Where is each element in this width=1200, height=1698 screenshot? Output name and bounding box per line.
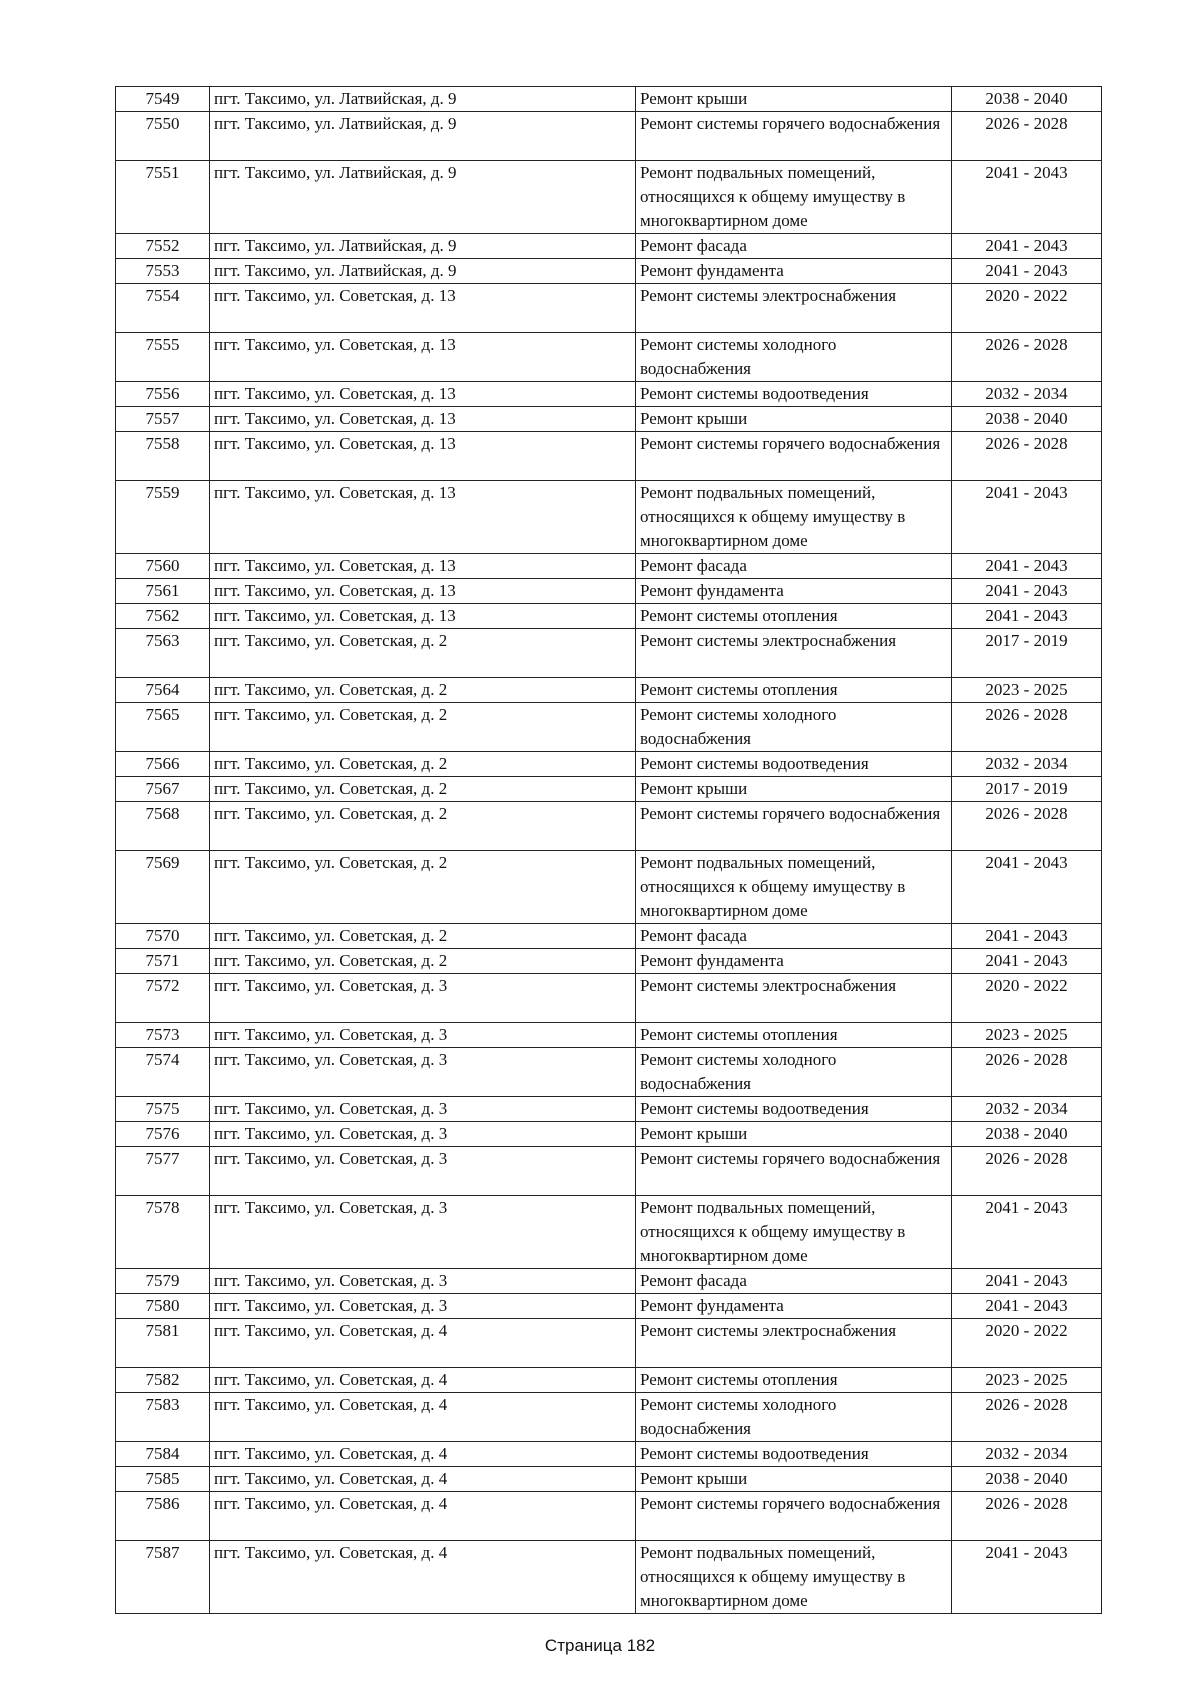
- work-type-cell: Ремонт фасада: [636, 554, 952, 579]
- table-row: [116, 604, 1102, 629]
- address-cell: пгт. Таксимо, ул. Советская, д. 4: [210, 1467, 636, 1492]
- address-cell: пгт. Таксимо, ул. Советская, д. 3: [210, 1048, 636, 1097]
- period-cell: 2026 - 2028: [952, 802, 1102, 851]
- period-cell: 2041 - 2043: [952, 1541, 1102, 1614]
- period-cell: 2041 - 2043: [952, 1269, 1102, 1294]
- table-row: [116, 703, 1102, 752]
- row-number-cell: 7576: [116, 1122, 210, 1147]
- table-row: [116, 1541, 1102, 1614]
- table-row: [116, 284, 1102, 333]
- row-number-cell: 7554: [116, 284, 210, 333]
- table-row: [116, 259, 1102, 284]
- address-cell: пгт. Таксимо, ул. Советская, д. 3: [210, 1122, 636, 1147]
- work-type-cell: Ремонт системы водоотведения: [636, 1442, 952, 1467]
- table-row: [116, 629, 1102, 678]
- address-cell: пгт. Таксимо, ул. Советская, д. 4: [210, 1319, 636, 1368]
- work-type-cell: Ремонт системы горячего водоснабжения: [636, 1492, 952, 1541]
- address-cell: пгт. Таксимо, ул. Латвийская, д. 9: [210, 234, 636, 259]
- row-number-cell: 7579: [116, 1269, 210, 1294]
- address-cell: пгт. Таксимо, ул. Советская, д. 2: [210, 678, 636, 703]
- period-cell: 2017 - 2019: [952, 629, 1102, 678]
- address-cell: пгт. Таксимо, ул. Советская, д. 13: [210, 333, 636, 382]
- period-cell: 2041 - 2043: [952, 1294, 1102, 1319]
- row-number-cell: 7562: [116, 604, 210, 629]
- period-cell: 2041 - 2043: [952, 481, 1102, 554]
- table-body: [116, 87, 1102, 1614]
- row-number-cell: 7583: [116, 1393, 210, 1442]
- table-row: [116, 112, 1102, 161]
- period-cell: 2026 - 2028: [952, 1048, 1102, 1097]
- row-number-cell: 7552: [116, 234, 210, 259]
- row-number-cell: 7580: [116, 1294, 210, 1319]
- row-number-cell: 7561: [116, 579, 210, 604]
- work-type-cell: Ремонт системы отопления: [636, 604, 952, 629]
- period-cell: 2020 - 2022: [952, 974, 1102, 1023]
- period-cell: 2026 - 2028: [952, 432, 1102, 481]
- work-type-cell: Ремонт системы водоотведения: [636, 382, 952, 407]
- table-row: [116, 1319, 1102, 1368]
- table-row: [116, 234, 1102, 259]
- address-cell: пгт. Таксимо, ул. Советская, д. 2: [210, 703, 636, 752]
- address-cell: пгт. Таксимо, ул. Советская, д. 2: [210, 777, 636, 802]
- work-type-cell: Ремонт подвальных помещений, относящихся к общему имуществу в многоквартирном доме: [636, 481, 952, 554]
- table-row: [116, 1122, 1102, 1147]
- table-row: [116, 1147, 1102, 1196]
- row-number-cell: 7584: [116, 1442, 210, 1467]
- row-number-cell: 7587: [116, 1541, 210, 1614]
- period-cell: 2041 - 2043: [952, 851, 1102, 924]
- address-cell: пгт. Таксимо, ул. Советская, д. 4: [210, 1393, 636, 1442]
- work-type-cell: Ремонт системы электроснабжения: [636, 974, 952, 1023]
- work-type-cell: Ремонт системы электроснабжения: [636, 629, 952, 678]
- table-row: [116, 1196, 1102, 1269]
- row-number-cell: 7553: [116, 259, 210, 284]
- table-row: [116, 579, 1102, 604]
- table-row: [116, 1097, 1102, 1122]
- table-row: [116, 161, 1102, 234]
- table-row: [116, 382, 1102, 407]
- work-type-cell: Ремонт крыши: [636, 1467, 952, 1492]
- address-cell: пгт. Таксимо, ул. Советская, д. 2: [210, 924, 636, 949]
- table-row: [116, 481, 1102, 554]
- repair-schedule-table: [115, 86, 1102, 1614]
- period-cell: 2038 - 2040: [952, 87, 1102, 112]
- row-number-cell: 7568: [116, 802, 210, 851]
- address-cell: пгт. Таксимо, ул. Советская, д. 2: [210, 752, 636, 777]
- row-number-cell: 7573: [116, 1023, 210, 1048]
- row-number-cell: 7550: [116, 112, 210, 161]
- period-cell: 2020 - 2022: [952, 284, 1102, 333]
- work-type-cell: Ремонт системы горячего водоснабжения: [636, 112, 952, 161]
- table-row: [116, 1048, 1102, 1097]
- work-type-cell: Ремонт фундамента: [636, 579, 952, 604]
- table-row: [116, 1492, 1102, 1541]
- period-cell: 2032 - 2034: [952, 382, 1102, 407]
- row-number-cell: 7565: [116, 703, 210, 752]
- table-row: [116, 1442, 1102, 1467]
- work-type-cell: Ремонт фундамента: [636, 259, 952, 284]
- row-number-cell: 7549: [116, 87, 210, 112]
- work-type-cell: Ремонт системы холодного водоснабжения: [636, 333, 952, 382]
- period-cell: 2041 - 2043: [952, 949, 1102, 974]
- row-number-cell: 7558: [116, 432, 210, 481]
- row-number-cell: 7581: [116, 1319, 210, 1368]
- row-number-cell: 7563: [116, 629, 210, 678]
- period-cell: 2020 - 2022: [952, 1319, 1102, 1368]
- table-row: [116, 407, 1102, 432]
- work-type-cell: Ремонт системы холодного водоснабжения: [636, 703, 952, 752]
- table-row: [116, 1368, 1102, 1393]
- row-number-cell: 7582: [116, 1368, 210, 1393]
- address-cell: пгт. Таксимо, ул. Советская, д. 2: [210, 802, 636, 851]
- table-row: [116, 333, 1102, 382]
- address-cell: пгт. Таксимо, ул. Советская, д. 13: [210, 481, 636, 554]
- row-number-cell: 7566: [116, 752, 210, 777]
- period-cell: 2026 - 2028: [952, 1147, 1102, 1196]
- row-number-cell: 7567: [116, 777, 210, 802]
- address-cell: пгт. Таксимо, ул. Советская, д. 13: [210, 579, 636, 604]
- period-cell: 2032 - 2034: [952, 1442, 1102, 1467]
- row-number-cell: 7564: [116, 678, 210, 703]
- work-type-cell: Ремонт системы холодного водоснабжения: [636, 1393, 952, 1442]
- period-cell: 2041 - 2043: [952, 1196, 1102, 1269]
- address-cell: пгт. Таксимо, ул. Советская, д. 13: [210, 554, 636, 579]
- address-cell: пгт. Таксимо, ул. Советская, д. 13: [210, 284, 636, 333]
- address-cell: пгт. Таксимо, ул. Советская, д. 3: [210, 1269, 636, 1294]
- address-cell: пгт. Таксимо, ул. Латвийская, д. 9: [210, 87, 636, 112]
- work-type-cell: Ремонт системы холодного водоснабжения: [636, 1048, 952, 1097]
- table-row: [116, 1269, 1102, 1294]
- period-cell: 2032 - 2034: [952, 752, 1102, 777]
- period-cell: 2026 - 2028: [952, 333, 1102, 382]
- table-row: [116, 554, 1102, 579]
- work-type-cell: Ремонт системы электроснабжения: [636, 284, 952, 333]
- row-number-cell: 7551: [116, 161, 210, 234]
- work-type-cell: Ремонт крыши: [636, 87, 952, 112]
- work-type-cell: Ремонт системы водоотведения: [636, 752, 952, 777]
- period-cell: 2026 - 2028: [952, 703, 1102, 752]
- row-number-cell: 7571: [116, 949, 210, 974]
- address-cell: пгт. Таксимо, ул. Советская, д. 13: [210, 604, 636, 629]
- address-cell: пгт. Таксимо, ул. Советская, д. 4: [210, 1368, 636, 1393]
- row-number-cell: 7585: [116, 1467, 210, 1492]
- address-cell: пгт. Таксимо, ул. Советская, д. 3: [210, 1023, 636, 1048]
- table-row: [116, 802, 1102, 851]
- work-type-cell: Ремонт крыши: [636, 407, 952, 432]
- table-row: [116, 1393, 1102, 1442]
- table-row: [116, 752, 1102, 777]
- period-cell: 2038 - 2040: [952, 407, 1102, 432]
- work-type-cell: Ремонт фундамента: [636, 1294, 952, 1319]
- work-type-cell: Ремонт системы электроснабжения: [636, 1319, 952, 1368]
- row-number-cell: 7586: [116, 1492, 210, 1541]
- table-row: [116, 949, 1102, 974]
- work-type-cell: Ремонт крыши: [636, 1122, 952, 1147]
- table-row: [116, 974, 1102, 1023]
- address-cell: пгт. Таксимо, ул. Советская, д. 3: [210, 1097, 636, 1122]
- address-cell: пгт. Таксимо, ул. Советская, д. 4: [210, 1492, 636, 1541]
- address-cell: пгт. Таксимо, ул. Латвийская, д. 9: [210, 259, 636, 284]
- table-row: [116, 924, 1102, 949]
- row-number-cell: 7556: [116, 382, 210, 407]
- address-cell: пгт. Таксимо, ул. Советская, д. 4: [210, 1541, 636, 1614]
- table-row: [116, 1467, 1102, 1492]
- table-row: [116, 432, 1102, 481]
- row-number-cell: 7557: [116, 407, 210, 432]
- work-type-cell: Ремонт системы горячего водоснабжения: [636, 432, 952, 481]
- period-cell: 2023 - 2025: [952, 1023, 1102, 1048]
- address-cell: пгт. Таксимо, ул. Советская, д. 3: [210, 1196, 636, 1269]
- period-cell: 2023 - 2025: [952, 678, 1102, 703]
- period-cell: 2032 - 2034: [952, 1097, 1102, 1122]
- row-number-cell: 7577: [116, 1147, 210, 1196]
- period-cell: 2041 - 2043: [952, 579, 1102, 604]
- period-cell: 2026 - 2028: [952, 1492, 1102, 1541]
- address-cell: пгт. Таксимо, ул. Советская, д. 2: [210, 949, 636, 974]
- work-type-cell: Ремонт крыши: [636, 777, 952, 802]
- period-cell: 2038 - 2040: [952, 1122, 1102, 1147]
- period-cell: 2026 - 2028: [952, 112, 1102, 161]
- work-type-cell: Ремонт фасада: [636, 924, 952, 949]
- table-row: [116, 851, 1102, 924]
- row-number-cell: 7572: [116, 974, 210, 1023]
- address-cell: пгт. Таксимо, ул. Советская, д. 13: [210, 432, 636, 481]
- work-type-cell: Ремонт подвальных помещений, относящихся к общему имуществу в многоквартирном доме: [636, 851, 952, 924]
- row-number-cell: 7570: [116, 924, 210, 949]
- period-cell: 2041 - 2043: [952, 161, 1102, 234]
- address-cell: пгт. Таксимо, ул. Латвийская, д. 9: [210, 161, 636, 234]
- period-cell: 2041 - 2043: [952, 234, 1102, 259]
- period-cell: 2038 - 2040: [952, 1467, 1102, 1492]
- row-number-cell: 7555: [116, 333, 210, 382]
- address-cell: пгт. Таксимо, ул. Советская, д. 13: [210, 407, 636, 432]
- period-cell: 2017 - 2019: [952, 777, 1102, 802]
- table-row: [116, 678, 1102, 703]
- period-cell: 2023 - 2025: [952, 1368, 1102, 1393]
- address-cell: пгт. Таксимо, ул. Советская, д. 3: [210, 974, 636, 1023]
- period-cell: 2026 - 2028: [952, 1393, 1102, 1442]
- work-type-cell: Ремонт фасада: [636, 1269, 952, 1294]
- work-type-cell: Ремонт системы отопления: [636, 1368, 952, 1393]
- work-type-cell: Ремонт системы горячего водоснабжения: [636, 802, 952, 851]
- table-row: [116, 87, 1102, 112]
- period-cell: 2041 - 2043: [952, 604, 1102, 629]
- row-number-cell: 7569: [116, 851, 210, 924]
- address-cell: пгт. Таксимо, ул. Советская, д. 2: [210, 851, 636, 924]
- work-type-cell: Ремонт фундамента: [636, 949, 952, 974]
- table-row: [116, 1294, 1102, 1319]
- work-type-cell: Ремонт системы горячего водоснабжения: [636, 1147, 952, 1196]
- table-row: [116, 1023, 1102, 1048]
- work-type-cell: Ремонт системы отопления: [636, 1023, 952, 1048]
- address-cell: пгт. Таксимо, ул. Советская, д. 2: [210, 629, 636, 678]
- work-type-cell: Ремонт системы водоотведения: [636, 1097, 952, 1122]
- row-number-cell: 7574: [116, 1048, 210, 1097]
- work-type-cell: Ремонт подвальных помещений, относящихся к общему имуществу в многоквартирном доме: [636, 1196, 952, 1269]
- row-number-cell: 7575: [116, 1097, 210, 1122]
- row-number-cell: 7559: [116, 481, 210, 554]
- address-cell: пгт. Таксимо, ул. Советская, д. 3: [210, 1147, 636, 1196]
- row-number-cell: 7578: [116, 1196, 210, 1269]
- address-cell: пгт. Таксимо, ул. Советская, д. 4: [210, 1442, 636, 1467]
- address-cell: пгт. Таксимо, ул. Советская, д. 13: [210, 382, 636, 407]
- period-cell: 2041 - 2043: [952, 924, 1102, 949]
- work-type-cell: Ремонт подвальных помещений, относящихся к общему имуществу в многоквартирном доме: [636, 1541, 952, 1614]
- work-type-cell: Ремонт системы отопления: [636, 678, 952, 703]
- page-number: Страница 182: [544, 1636, 656, 1655]
- table-row: [116, 777, 1102, 802]
- row-number-cell: 7560: [116, 554, 210, 579]
- address-cell: пгт. Таксимо, ул. Советская, д. 3: [210, 1294, 636, 1319]
- address-cell: пгт. Таксимо, ул. Латвийская, д. 9: [210, 112, 636, 161]
- period-cell: 2041 - 2043: [952, 259, 1102, 284]
- work-type-cell: Ремонт фасада: [636, 234, 952, 259]
- period-cell: 2041 - 2043: [952, 554, 1102, 579]
- work-type-cell: Ремонт подвальных помещений, относящихся к общему имуществу в многоквартирном доме: [636, 161, 952, 234]
